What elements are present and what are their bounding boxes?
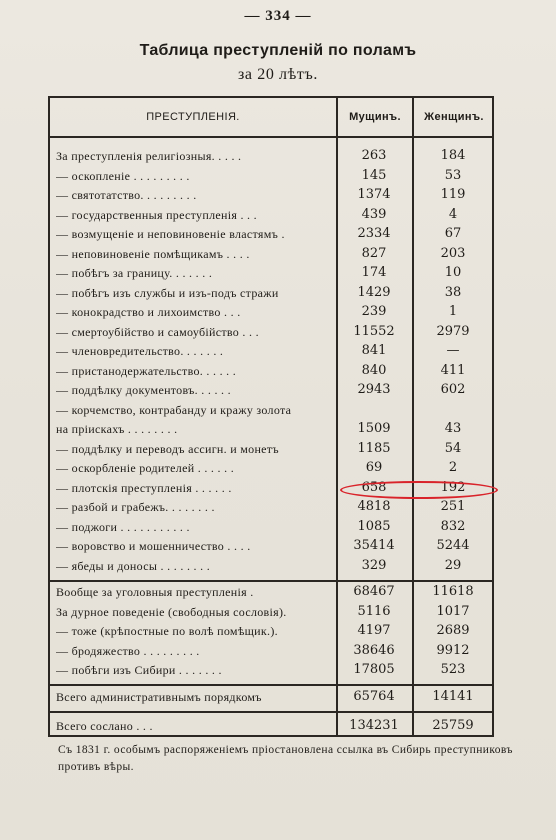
men-value: 2334 bbox=[357, 226, 391, 241]
admin-total-row bbox=[50, 689, 492, 708]
row-label: — корчемство, контрабанду и кражу золота bbox=[56, 403, 292, 417]
women-value: 4 bbox=[448, 207, 458, 222]
table-row bbox=[50, 226, 492, 245]
row-label: За дурное поведеніе (свободныя сословія). bbox=[56, 605, 287, 619]
women-value: 29 bbox=[444, 558, 462, 573]
section-divider bbox=[50, 711, 492, 713]
section-divider bbox=[50, 580, 492, 582]
men-value: 263 bbox=[361, 148, 387, 163]
men-value: 1509 bbox=[357, 421, 391, 436]
table-row bbox=[50, 421, 492, 440]
row-label: — пристанодержательство. . . . . . bbox=[56, 364, 237, 378]
row-label: — оскопленіе . . . . . . . . . bbox=[56, 169, 190, 183]
table-row bbox=[50, 168, 492, 187]
table-row bbox=[50, 265, 492, 284]
table-row bbox=[50, 246, 492, 265]
row-label: — ябеды и доносы . . . . . . . . bbox=[56, 559, 211, 573]
row-label: — конокрадство и лихоимство . . . bbox=[56, 305, 241, 319]
row-label: — побѣгъ изъ службы и изъ-подъ стражи bbox=[56, 286, 279, 300]
table-row bbox=[50, 538, 492, 557]
women-value: 523 bbox=[440, 662, 466, 677]
page-number: — 334 — bbox=[244, 8, 312, 24]
men-value: 35414 bbox=[353, 538, 395, 553]
table-row bbox=[50, 285, 492, 304]
table-row bbox=[50, 304, 492, 323]
header-women: Женщинъ. bbox=[424, 111, 484, 123]
women-value: 11618 bbox=[432, 584, 474, 599]
table-row bbox=[50, 662, 492, 681]
men-value: 2943 bbox=[357, 382, 391, 397]
row-label: — тоже (крѣпостные по волѣ помѣщик.). bbox=[56, 624, 278, 638]
women-value: 119 bbox=[440, 187, 466, 202]
footnote: Съ 1831 г. особымъ распоряженіемъ пріостановлена ссылка въ Сибирь преступниковъ противъ вѣры. bbox=[58, 744, 513, 773]
women-value: 67 bbox=[444, 226, 462, 241]
row-label: — разбой и грабежъ. . . . . . . . bbox=[56, 500, 215, 514]
table-row bbox=[50, 382, 492, 401]
row-label: — побѣги изъ Сибири . . . . . . . bbox=[56, 663, 222, 677]
women-value: 1 bbox=[448, 304, 458, 319]
highlight-ellipse bbox=[340, 481, 498, 499]
table-row bbox=[50, 207, 492, 226]
subtotal-row bbox=[50, 584, 492, 603]
women-value: 184 bbox=[440, 148, 466, 163]
grand-total-row bbox=[50, 718, 492, 737]
table-row bbox=[50, 558, 492, 577]
section-divider bbox=[50, 684, 492, 686]
men-value: 68467 bbox=[353, 584, 395, 599]
men-value: 4197 bbox=[357, 623, 391, 638]
table-row bbox=[50, 499, 492, 518]
men-value: 5116 bbox=[357, 604, 391, 619]
women-value: 602 bbox=[440, 382, 466, 397]
table-row bbox=[50, 402, 492, 421]
row-label: на пріискахъ . . . . . . . . bbox=[56, 422, 178, 436]
crime-table bbox=[48, 96, 494, 737]
men-value: 134231 bbox=[349, 718, 399, 733]
men-value: 827 bbox=[361, 246, 387, 261]
women-value: 10 bbox=[444, 265, 462, 280]
men-value: 69 bbox=[365, 460, 383, 475]
table-row bbox=[50, 460, 492, 479]
women-value: 53 bbox=[444, 168, 462, 183]
women-value: 2689 bbox=[436, 623, 470, 638]
table-row bbox=[50, 441, 492, 460]
women-value: 54 bbox=[444, 441, 462, 456]
row-label: — поддѣлку документовъ. . . . . . bbox=[56, 383, 231, 397]
table-row bbox=[50, 604, 492, 623]
row-label: — оскорбленіе родителей . . . . . . bbox=[56, 461, 235, 475]
table-row bbox=[50, 519, 492, 538]
men-value: 1085 bbox=[357, 519, 391, 534]
table-title: Таблица преступленій по поламъ bbox=[139, 42, 417, 59]
row-label: — неповиновеніе помѣщикамъ . . . . bbox=[56, 247, 250, 261]
women-value: 203 bbox=[440, 246, 466, 261]
men-value: 840 bbox=[361, 363, 387, 378]
women-value: 251 bbox=[440, 499, 466, 514]
row-label: — воровство и мошенничество . . . . bbox=[56, 539, 251, 553]
men-value: 329 bbox=[361, 558, 387, 573]
men-value: 841 bbox=[361, 343, 387, 358]
men-value: 145 bbox=[361, 168, 387, 183]
women-value: — bbox=[446, 343, 460, 358]
men-value: 1185 bbox=[357, 441, 391, 456]
table-row bbox=[50, 324, 492, 343]
men-value: 11552 bbox=[353, 324, 395, 339]
row-label: За преступленія религіозныя. . . . . bbox=[56, 149, 242, 163]
men-value: 1374 bbox=[357, 187, 391, 202]
women-value: 25759 bbox=[432, 718, 474, 733]
row-label: Всего сослано . . . bbox=[56, 719, 153, 733]
row-label: — святотатство. . . . . . . . . bbox=[56, 188, 197, 202]
header-men: Мущинъ. bbox=[349, 111, 401, 123]
women-value: 2979 bbox=[436, 324, 470, 339]
header-crimes: ПРЕСТУПЛЕНІЯ. bbox=[146, 111, 240, 123]
row-label: — смертоубійство и самоубійство . . . bbox=[56, 325, 259, 339]
row-label: — бродяжество . . . . . . . . . bbox=[56, 644, 200, 658]
women-value: 5244 bbox=[436, 538, 470, 553]
women-value: 192 bbox=[440, 480, 466, 495]
table-row bbox=[50, 643, 492, 662]
row-label: — побѣгъ за границу. . . . . . . bbox=[56, 266, 213, 280]
men-value: 174 bbox=[361, 265, 387, 280]
men-value: 4818 bbox=[357, 499, 391, 514]
table-row bbox=[50, 187, 492, 206]
women-value: 14141 bbox=[432, 689, 474, 704]
table-row bbox=[50, 148, 492, 167]
women-value: 411 bbox=[440, 363, 466, 378]
women-value: 38 bbox=[444, 285, 462, 300]
table-row bbox=[50, 343, 492, 362]
men-value: 658 bbox=[361, 480, 387, 495]
men-value: 239 bbox=[361, 304, 387, 319]
table-row bbox=[50, 363, 492, 382]
row-label: — государственныя преступленія . . . bbox=[56, 208, 257, 222]
men-value: 65764 bbox=[353, 689, 395, 704]
women-value: 832 bbox=[440, 519, 466, 534]
row-label: — членовредительство. . . . . . . bbox=[56, 344, 224, 358]
men-value: 1429 bbox=[357, 285, 391, 300]
men-value: 17805 bbox=[353, 662, 395, 677]
women-value: 1017 bbox=[436, 604, 470, 619]
row-label: Всего административнымъ порядкомъ bbox=[56, 690, 262, 704]
women-value: 43 bbox=[444, 421, 462, 436]
table-subtitle: за 20 лѣтъ. bbox=[238, 66, 318, 83]
row-label: — поддѣлку и переводъ ассигн. и монетъ bbox=[56, 442, 279, 456]
row-label: — возмущеніе и неповиновеніе властямъ . bbox=[56, 227, 285, 241]
women-value: 2 bbox=[448, 460, 458, 475]
men-value: 439 bbox=[361, 207, 387, 222]
row-label: Вообще за уголовныя преступленія . bbox=[56, 585, 254, 599]
row-label: — поджоги . . . . . . . . . . . bbox=[56, 520, 190, 534]
women-value: 9912 bbox=[436, 643, 470, 658]
header-divider bbox=[50, 136, 492, 138]
row-label: — плотскія преступленія . . . . . . bbox=[56, 481, 232, 495]
table-row bbox=[50, 623, 492, 642]
men-value: 38646 bbox=[353, 643, 395, 658]
